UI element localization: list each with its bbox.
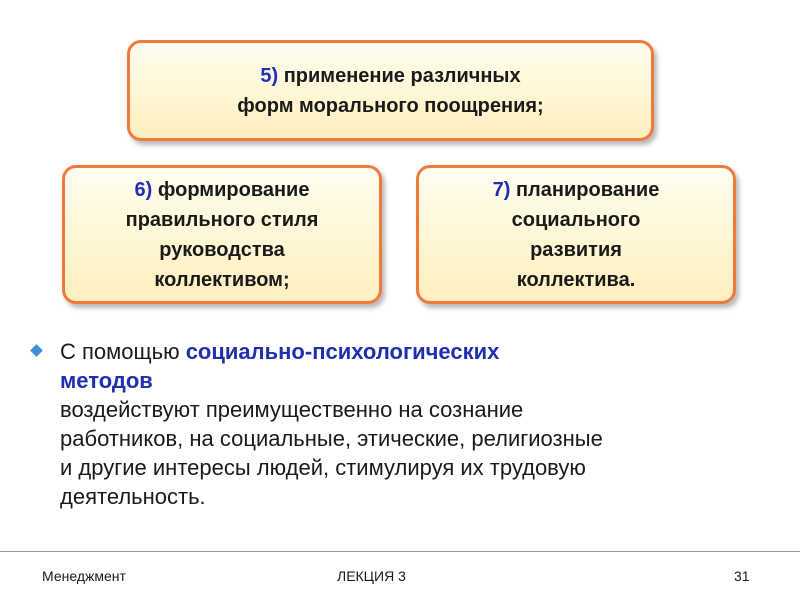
item-7-number: 7) [492,178,511,201]
bullet-line-5: и другие интересы людей, стимулируя их трудовую [60,455,586,480]
highlight-term: социально-психологических [185,339,500,364]
footer-course-name: Менеджмент [42,568,126,584]
bullet-line-1: С помощью социально-психологических [60,339,500,364]
item-7-line-3: развития [530,238,622,261]
item-6-line-4: коллективом; [154,268,290,291]
footer-page-number: 31 [734,568,750,584]
item-5-line-2: форм морального поощрения; [237,94,544,117]
item-6-line-3: руководства [159,238,285,261]
bullet-line-3: воздействуют преимущественно на сознание [60,397,524,422]
bullet-text [60,337,772,511]
item-6-number: 6) [134,178,153,201]
item-7-line-2: социального [511,208,641,231]
diamond-bullet-icon [30,344,43,357]
highlight-term-continued: методов [60,368,153,393]
item-6-line-2: правильного стиля [125,208,319,231]
bullet-paragraph [32,337,772,511]
item-5-number: 5) [260,64,279,87]
footer-divider [0,551,800,552]
item-7-line-1: 7) планирование [492,178,660,201]
item-7-box [416,165,736,304]
bullet-line-6: деятельность. [60,484,206,509]
item-5-line-1: 5) применение различных [260,64,521,87]
item-6-line-1: 6) формирование [134,178,310,201]
item-7-line-4: коллектива. [516,268,636,291]
bullet-line-4: работников, на социальные, этические, религиозные [60,426,603,451]
item-5-box [127,40,654,141]
footer-lecture-label: ЛЕКЦИЯ 3 [337,568,406,584]
item-6-box [62,165,382,304]
